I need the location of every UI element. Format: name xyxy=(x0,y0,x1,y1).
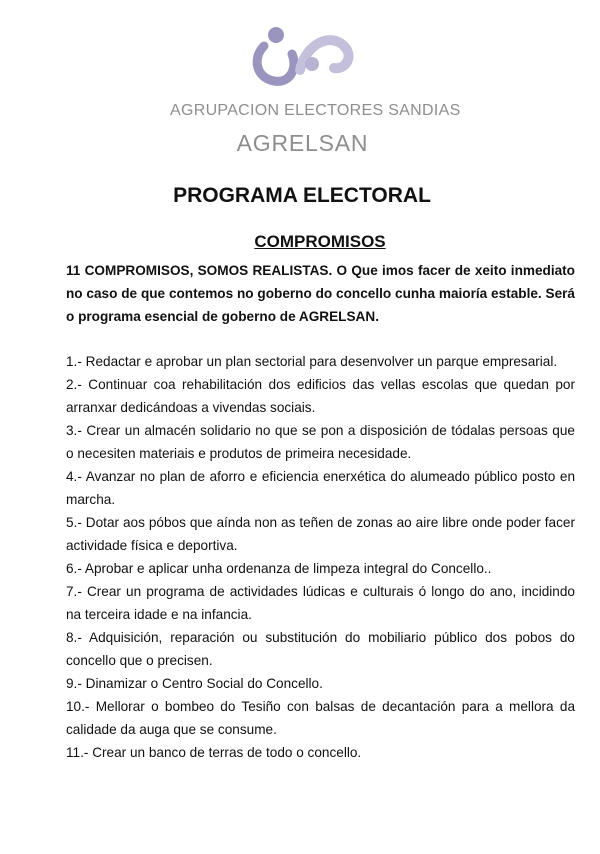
intro-paragraph: 11 COMPROMISOS, SOMOS REALISTAS. O Que imos facer de xeito inmediato no caso de que contemos no goberno do concello cunha maioría estable. Será o programa esencial de goberno de AGRELSAN. xyxy=(66,263,575,324)
list-item: 7.- Crear un programa de actividades lúdicas e culturais ó longo do ano, incidindo na terceira idade e na infancia. xyxy=(66,584,575,622)
document-title: PROGRAMA ELECTORAL xyxy=(173,184,431,207)
list-item: 1.- Redactar e aprobar un plan sectorial para desenvolver un parque empresarial. xyxy=(66,354,558,369)
agrelsan-logo xyxy=(170,24,461,164)
org-acronym: AGRELSAN xyxy=(236,130,369,156)
list-item: 8.- Adquisición, reparación ou substitución do mobiliario público dos pobos do concello que o precisen. xyxy=(66,630,575,668)
list-item: 5.- Dotar aos póbos que aínda non as teñen de zonas ao aire libre onde poder facer actividade física e deportiva. xyxy=(66,515,575,553)
list-item: 10.- Mellorar o bombeo do Tesiño con balsas de decantación para a mellora da calidade da auga que se consume. xyxy=(66,699,575,737)
list-item: 3.- Crear un almacén solidario no que se pon a disposición de tódalas persoas que o necesiten materiais e produtos de primeira necesidade. xyxy=(66,423,575,461)
org-name: AGRUPACION ELECTORES SANDIAS xyxy=(170,102,461,119)
list-item: 6.- Aprobar e aplicar unha ordenanza de limpeza integral do Concello.. xyxy=(66,561,492,576)
list-item: 9.- Dinamizar o Centro Social do Concello. xyxy=(66,676,323,691)
list-item: 11.- Crear un banco de terras de todo o concello. xyxy=(66,745,362,760)
commitments-list xyxy=(66,350,575,764)
list-item: 2.- Continuar coa rehabilitación dos edificios das vellas escolas que quedan por arranxar dedicándoas a vivendas sociais. xyxy=(66,377,575,415)
logo-mark-icon xyxy=(246,24,356,94)
section-title: COMPROMISOS xyxy=(254,232,386,251)
list-item: 4.- Avanzar no plan de aforro e eficiencia enerxética do alumeado público posto en marcha. xyxy=(66,469,575,507)
